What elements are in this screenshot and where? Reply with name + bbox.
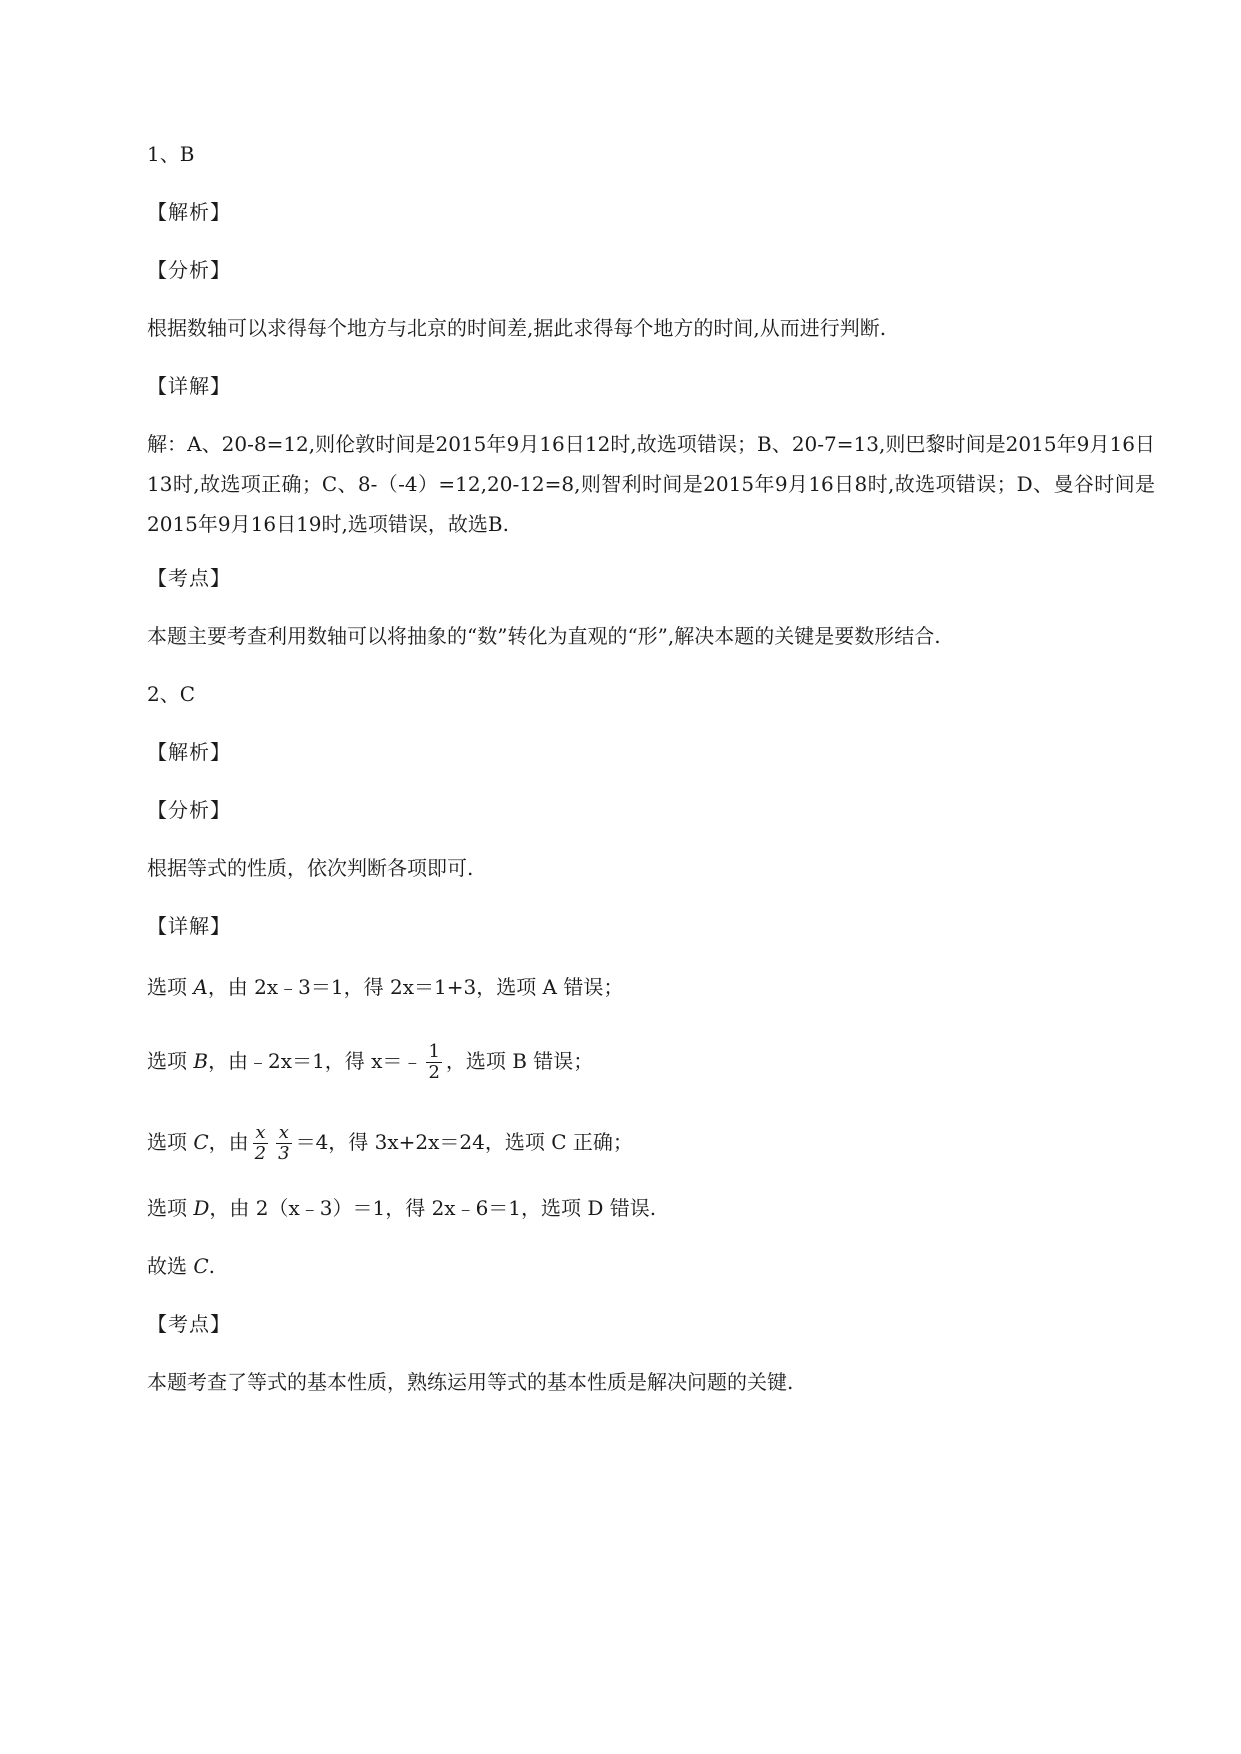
q1-fenxi-heading: 【分析】 bbox=[147, 258, 231, 282]
q2-kaodian-heading: 【考点】 bbox=[147, 1312, 231, 1336]
fraction: $\frac{x}{2}$ bbox=[254, 1122, 267, 1164]
option-letter: D bbox=[193, 1196, 210, 1220]
q2-xiangjie-heading: 【详解】 bbox=[147, 914, 231, 938]
q2-kaodian-text: 本题考查了等式的基本性质，熟练运用等式的基本性质是解决问题的关键. bbox=[147, 1370, 794, 1394]
q1-fenxi-text: 根据数轴可以求得每个地方与北京的时间差,据此求得每个地方的时间,从而进行判断. bbox=[147, 316, 887, 340]
q2-fenxi-heading: 【分析】 bbox=[147, 798, 231, 822]
fraction: $\frac{x}{3}$ bbox=[278, 1122, 290, 1164]
q2-option-d: 选项 D，由 2（x﹣3）＝1，得 2x﹣6＝1，选项 D 错误. bbox=[147, 1196, 657, 1220]
q2-option-b: 选项 B，由﹣2x＝1，得 x＝﹣ $\frac{1}{2}$ ，选项 B 错误； bbox=[147, 1041, 594, 1083]
q2-option-a: 选项 A，由 2x﹣3＝1，得 2x＝1+3，选项 A 错误； bbox=[147, 975, 624, 999]
q1-jiexi-heading: 【解析】 bbox=[147, 200, 231, 224]
q2-fenxi-text: 根据等式的性质，依次判断各项即可. bbox=[147, 856, 474, 880]
q1-xiangjie-text: 解：A、20-8=12,则伦敦时间是2015年9月16日12时,故选项错误；B、20-7=13,则巴黎时间是2015年9月16日13时,故选项正确；C、8-（-4）=12,20-12=8,则智利时间是2015年9月16日8时,故选项错误；D、曼谷时间是2015年9月16日19时,选项错误，故选B. bbox=[147, 432, 1155, 536]
option-letter: C bbox=[193, 1130, 209, 1154]
q1-kaodian-text: 本题主要考查利用数轴可以将抽象的“数”转化为直观的“形”,解决本题的关键是要数形结合. bbox=[147, 624, 941, 648]
q2-conclusion: 故选 C. bbox=[147, 1254, 216, 1278]
q2-jiexi-heading: 【解析】 bbox=[147, 740, 231, 764]
q2-answer: 2、C bbox=[147, 682, 196, 706]
fraction: $\frac{1}{2}$ bbox=[428, 1041, 440, 1083]
q2-option-c: 选项 C，由 $\frac{x}{2}$ $\frac{x}{3}$ ＝4，得 3x+2x＝24，选项 C 正确； bbox=[147, 1122, 633, 1164]
q1-xiangjie-heading: 【详解】 bbox=[147, 374, 231, 398]
option-letter: A bbox=[193, 975, 208, 999]
option-letter: B bbox=[193, 1049, 209, 1073]
q1-answer: 1、B bbox=[147, 142, 195, 166]
q1-kaodian-heading: 【考点】 bbox=[147, 566, 231, 590]
